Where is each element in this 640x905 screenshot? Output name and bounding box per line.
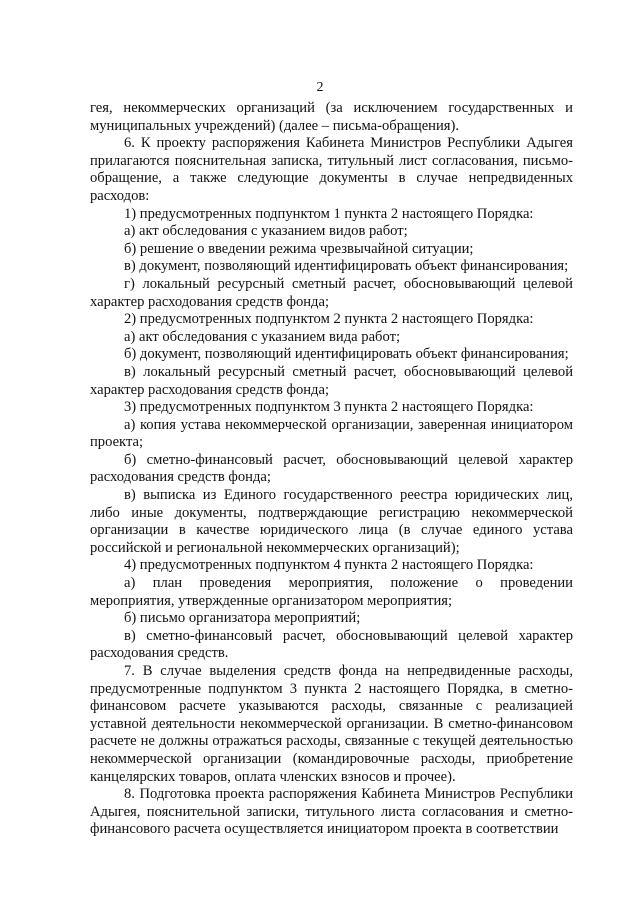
paragraph: в) документ, позволяющий идентифицировать объект финансирования;	[124, 258, 569, 275]
paragraph: 1) предусмотренных подпунктом 1 пункта 2 настоящего Порядка:	[124, 205, 534, 222]
paragraph: 8. Подготовка проекта распоряжения Кабинета Министров Республики Адыгея, пояснительной записки, титульного листа согласования и сметно-финансового расчета осуществляется инициатором проекта в соответствии	[90, 786, 573, 838]
page-number: 2	[316, 80, 324, 95]
paragraph: а) копия устава некоммерческой организации, заверенная инициатором проекта;	[90, 416, 573, 451]
paragraph: 4) предусмотренных подпунктом 4 пункта 2 настоящего Порядка:	[124, 557, 534, 574]
paragraph: 2) предусмотренных подпунктом 2 пункта 2 настоящего Порядка:	[124, 311, 534, 328]
paragraph: 6. К проекту распоряжения Кабинета Министров Республики Адыгея прилагаются пояснительная записка, титульный лист согласования, письмо-обращение, а также следующие документы в случае непредвиденных расходов:	[90, 135, 573, 204]
paragraph: в) выписка из Единого государственного реестра юридических лиц, либо иные документы, подтверждающие регистрацию некоммерческой организации в качестве юридического лица (в случае единого устава российской и региональной некоммерческих организаций);	[90, 487, 573, 556]
document-body	[90, 100, 573, 839]
paragraph: гея, некоммерческих организаций (за исключением государственных и муниципальных учреждений) (далее – письма-обращения).	[90, 100, 573, 134]
paragraph: в) локальный ресурсный сметный расчет, обосновывающий целевой характер расходования средств фонда;	[90, 363, 573, 398]
paragraph: а) акт обследования с указанием вида работ;	[124, 328, 401, 345]
paragraph: б) решение о введении режима чрезвычайной ситуации;	[124, 240, 474, 257]
paragraph: б) сметно-финансовый расчет, обосновывающий целевой характер расходования средств фонда;	[90, 451, 573, 486]
paragraph: г) локальный ресурсный сметный расчет, обосновывающий целевой характер расходования средств фонда;	[90, 275, 573, 310]
paragraph: в) сметно-финансовый расчет, обосновывающий целевой характер расходования средств.	[90, 627, 573, 662]
paragraph: а) акт обследования с указанием видов работ;	[124, 223, 408, 240]
paragraph: б) письмо организатора мероприятий;	[124, 610, 361, 627]
paragraph: 3) предусмотренных подпунктом 3 пункта 2 настоящего Порядка:	[124, 399, 534, 416]
paragraph: 7. В случае выделения средств фонда на непредвиденные расходы, предусмотренные подпунктом 3 пункта 2 настоящего Порядка, в сметно-финансовом расчете указываются расходы, связанные с реализацией уставной деятельности некоммерческой организации. В сметно-финансовом расчете не должны отражаться расходы, связанные с текущей деятельностью некоммерческой организации (командировочные расходы, приобретение канцелярских товаров, оплата членских взносов и прочее).	[90, 663, 573, 785]
paragraph: б) документ, позволяющий идентифицировать объект финансирования;	[124, 346, 569, 363]
paragraph: а) план проведения мероприятия, положение о проведении мероприятия, утвержденные организатором мероприятия;	[90, 575, 573, 609]
